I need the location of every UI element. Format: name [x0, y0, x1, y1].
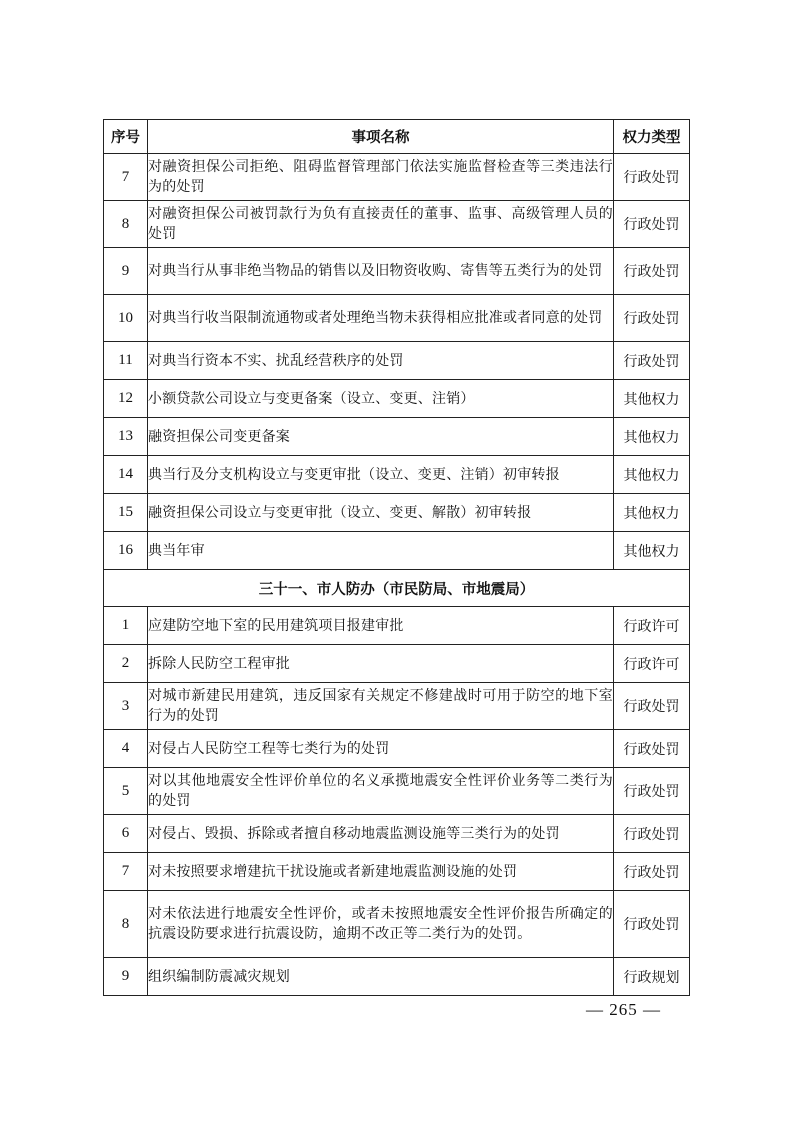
row-no: 11 — [104, 342, 148, 380]
table-row — [104, 201, 690, 248]
table-row — [104, 815, 690, 853]
row-name: 小额贷款公司设立与变更备案（设立、变更、注销） — [148, 380, 614, 418]
row-no: 13 — [104, 418, 148, 456]
row-no: 6 — [104, 815, 148, 853]
row-name: 对城市新建民用建筑，违反国家有关规定不修建战时可用于防空的地下室行为的处罚 — [148, 683, 614, 730]
row-name: 应建防空地下室的民用建筑项目报建审批 — [148, 607, 614, 645]
table-header-row — [104, 120, 690, 154]
table-row — [104, 768, 690, 815]
row-name: 对典当行资本不实、扰乱经营秩序的处罚 — [148, 342, 614, 380]
row-name: 典当年审 — [148, 532, 614, 570]
row-type: 行政许可 — [614, 607, 690, 645]
header-type: 权力类型 — [614, 120, 690, 154]
row-name: 对未依法进行地震安全性评价，或者未按照地震安全性评价报告所确定的抗震设防要求进行抗震设防，逾期不改正等二类行为的处罚。 — [148, 891, 614, 958]
table-row — [104, 154, 690, 201]
row-no: 12 — [104, 380, 148, 418]
section-row — [104, 570, 690, 607]
row-no: 4 — [104, 730, 148, 768]
row-type: 行政处罚 — [614, 154, 690, 201]
row-type: 行政规划 — [614, 958, 690, 996]
row-no: 8 — [104, 201, 148, 248]
row-name: 对融资担保公司拒绝、阻碍监督管理部门依法实施监督检查等三类违法行为的处罚 — [148, 154, 614, 201]
row-type: 其他权力 — [614, 380, 690, 418]
table-row — [104, 730, 690, 768]
row-type: 行政处罚 — [614, 295, 690, 342]
row-name: 融资担保公司设立与变更审批（设立、变更、解散）初审转报 — [148, 494, 614, 532]
table-row — [104, 645, 690, 683]
row-name: 典当行及分支机构设立与变更审批（设立、变更、注销）初审转报 — [148, 456, 614, 494]
table-row — [104, 456, 690, 494]
row-type: 行政许可 — [614, 645, 690, 683]
row-no: 14 — [104, 456, 148, 494]
table-row — [104, 532, 690, 570]
row-type: 行政处罚 — [614, 891, 690, 958]
row-no: 9 — [104, 958, 148, 996]
power-list-table — [103, 119, 690, 996]
row-name: 拆除人民防空工程审批 — [148, 645, 614, 683]
table-row — [104, 295, 690, 342]
header-no: 序号 — [104, 120, 148, 154]
row-name: 组织编制防震减灾规划 — [148, 958, 614, 996]
row-name: 对未按照要求增建抗干扰设施或者新建地震监测设施的处罚 — [148, 853, 614, 891]
row-no: 9 — [104, 248, 148, 295]
row-name: 对融资担保公司被罚款行为负有直接责任的董事、监事、高级管理人员的处罚 — [148, 201, 614, 248]
table-row — [104, 607, 690, 645]
page-number: — 265 — — [586, 1000, 661, 1019]
table-row — [104, 494, 690, 532]
row-name: 对典当行收当限制流通物或者处理绝当物未获得相应批准或者同意的处罚 — [148, 295, 614, 342]
row-type: 其他权力 — [614, 494, 690, 532]
header-name: 事项名称 — [148, 120, 614, 154]
row-no: 8 — [104, 891, 148, 958]
row-no: 16 — [104, 532, 148, 570]
row-name: 对以其他地震安全性评价单位的名义承揽地震安全性评价业务等二类行为的处罚 — [148, 768, 614, 815]
row-type: 其他权力 — [614, 532, 690, 570]
row-type: 行政处罚 — [614, 342, 690, 380]
row-type: 行政处罚 — [614, 768, 690, 815]
table-row — [104, 891, 690, 958]
row-no: 7 — [104, 853, 148, 891]
row-type: 行政处罚 — [614, 248, 690, 295]
row-no: 7 — [104, 154, 148, 201]
table-row — [104, 418, 690, 456]
table-row — [104, 683, 690, 730]
row-name: 对典当行从事非绝当物品的销售以及旧物资收购、寄售等五类行为的处罚 — [148, 248, 614, 295]
table-row — [104, 248, 690, 295]
row-type: 行政处罚 — [614, 853, 690, 891]
row-name: 融资担保公司变更备案 — [148, 418, 614, 456]
row-type: 行政处罚 — [614, 730, 690, 768]
table-row — [104, 958, 690, 996]
row-no: 2 — [104, 645, 148, 683]
section-title: 三十一、市人防办（市民防局、市地震局） — [104, 570, 690, 607]
row-no: 5 — [104, 768, 148, 815]
row-no: 1 — [104, 607, 148, 645]
row-no: 3 — [104, 683, 148, 730]
row-no: 15 — [104, 494, 148, 532]
row-type: 其他权力 — [614, 456, 690, 494]
row-type: 行政处罚 — [614, 201, 690, 248]
row-type: 行政处罚 — [614, 815, 690, 853]
row-type: 行政处罚 — [614, 683, 690, 730]
table-row — [104, 853, 690, 891]
table-row — [104, 342, 690, 380]
row-type: 其他权力 — [614, 418, 690, 456]
row-no: 10 — [104, 295, 148, 342]
table-row — [104, 380, 690, 418]
row-name: 对侵占人民防空工程等七类行为的处罚 — [148, 730, 614, 768]
row-name: 对侵占、毁损、拆除或者擅自移动地震监测设施等三类行为的处罚 — [148, 815, 614, 853]
